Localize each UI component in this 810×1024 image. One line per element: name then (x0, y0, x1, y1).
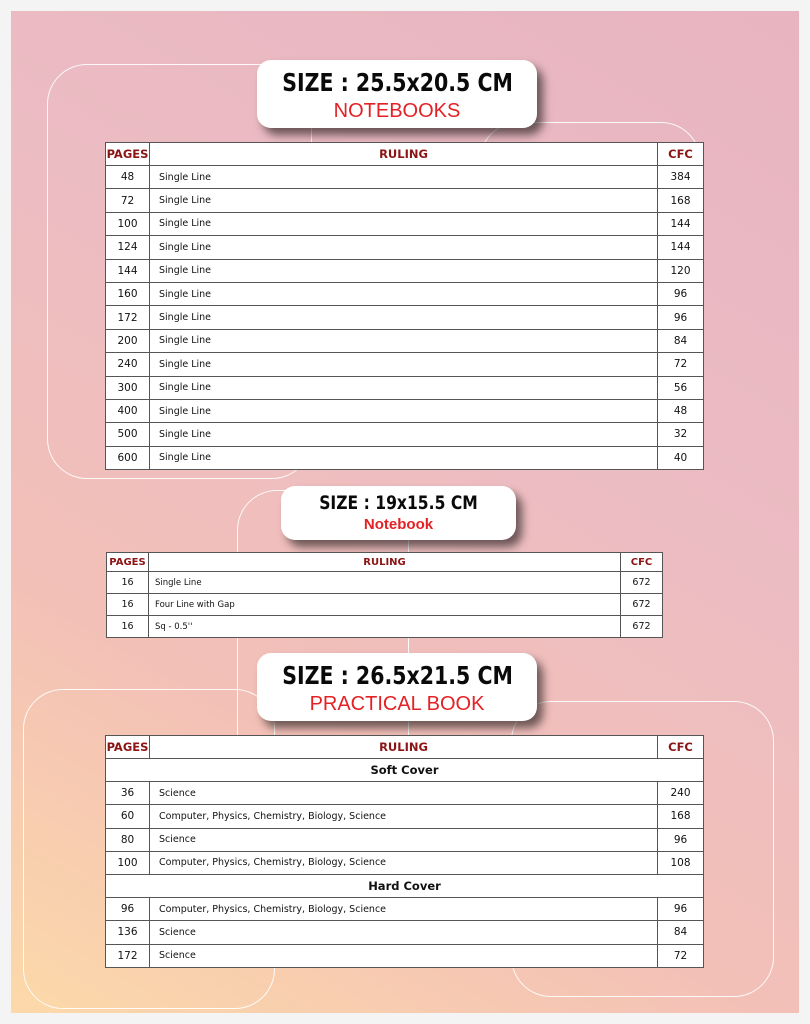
table-row (107, 616, 663, 638)
table-header-row (106, 736, 704, 759)
pages-cell: 96 (106, 898, 150, 921)
pages-cell: 240 (106, 353, 150, 376)
pages-cell: 16 (107, 616, 149, 638)
notebooks-table (105, 142, 704, 470)
cfc-cell: 96 (658, 306, 704, 329)
cfc-cell: 48 (658, 399, 704, 422)
cfc-cell: 384 (658, 166, 704, 189)
section-row-soft-cover (106, 759, 704, 782)
pages-cell: 48 (106, 166, 150, 189)
pages-cell: 172 (106, 306, 150, 329)
cfc-cell: 672 (621, 572, 663, 594)
notebooks-header (257, 60, 537, 128)
pages-cell: 16 (107, 594, 149, 616)
table-row (106, 259, 704, 282)
cfc-column-header: CFC (621, 553, 663, 572)
practical-book-size-title: SIZE : 26.5x21.5 CM (282, 661, 513, 690)
table-row (106, 376, 704, 399)
cfc-cell: 96 (658, 828, 704, 851)
table-row (106, 898, 704, 921)
table-row (106, 282, 704, 305)
ruling-column-header: RULING (150, 736, 658, 759)
pages-cell: 144 (106, 259, 150, 282)
table-row (107, 572, 663, 594)
practical-book-subtitle: PRACTICAL BOOK (309, 693, 485, 715)
pages-cell: 400 (106, 399, 150, 422)
cfc-cell: 84 (658, 329, 704, 352)
table-row (106, 399, 704, 422)
table-row (106, 423, 704, 446)
small-notebook-subtitle: Notebook (363, 516, 434, 533)
ruling-cell: Computer, Physics, Chemistry, Biology, Science (150, 805, 658, 828)
table-row (106, 212, 704, 235)
cfc-cell: 168 (658, 805, 704, 828)
ruling-column-header: RULING (150, 143, 658, 166)
pages-cell: 80 (106, 828, 150, 851)
table-row (106, 921, 704, 944)
cfc-column-header: CFC (658, 143, 704, 166)
cfc-cell: 40 (658, 446, 704, 469)
ruling-cell: Computer, Physics, Chemistry, Biology, Science (150, 898, 658, 921)
table-row (106, 851, 704, 874)
cfc-cell: 672 (621, 616, 663, 638)
table-row (106, 306, 704, 329)
table-row (106, 805, 704, 828)
ruling-cell: Science (150, 782, 658, 805)
cfc-cell: 144 (658, 236, 704, 259)
ruling-cell: Single Line (150, 329, 658, 352)
ruling-cell: Single Line (149, 572, 621, 594)
pages-cell: 600 (106, 446, 150, 469)
ruling-cell: Single Line (150, 282, 658, 305)
hard-cover-label: Hard Cover (106, 874, 704, 897)
pages-cell: 100 (106, 212, 150, 235)
section-row-hard-cover (106, 874, 704, 897)
cfc-cell: 672 (621, 594, 663, 616)
ruling-cell: Single Line (150, 189, 658, 212)
pages-cell: 124 (106, 236, 150, 259)
cfc-cell: 72 (658, 353, 704, 376)
table-row (106, 236, 704, 259)
cfc-cell: 144 (658, 212, 704, 235)
table-row (106, 189, 704, 212)
cfc-cell: 96 (658, 282, 704, 305)
table-row (106, 329, 704, 352)
notebooks-size-title: SIZE : 25.5x20.5 CM (282, 68, 513, 97)
ruling-cell: Computer, Physics, Chemistry, Biology, Science (150, 851, 658, 874)
pages-cell: 60 (106, 805, 150, 828)
ruling-cell: Sq - 0.5'' (149, 616, 621, 638)
table-row (106, 353, 704, 376)
ruling-cell: Single Line (150, 423, 658, 446)
cfc-cell: 32 (658, 423, 704, 446)
practical-book-header (257, 653, 537, 721)
pages-cell: 72 (106, 189, 150, 212)
practical-book-table (105, 735, 704, 968)
ruling-cell: Science (150, 921, 658, 944)
cfc-cell: 84 (658, 921, 704, 944)
ruling-cell: Single Line (150, 212, 658, 235)
small-notebook-header (281, 486, 516, 540)
soft-cover-label: Soft Cover (106, 759, 704, 782)
ruling-cell: Single Line (150, 259, 658, 282)
notebooks-subtitle: NOTEBOOKS (333, 100, 461, 122)
pages-cell: 160 (106, 282, 150, 305)
small-notebook-size-title: SIZE : 19x15.5 CM (319, 492, 478, 514)
ruling-cell: Single Line (150, 446, 658, 469)
ruling-cell: Science (150, 944, 658, 967)
cfc-cell: 96 (658, 898, 704, 921)
pages-column-header: PAGES (106, 736, 150, 759)
cfc-cell: 108 (658, 851, 704, 874)
cfc-cell: 72 (658, 944, 704, 967)
table-row (106, 446, 704, 469)
cfc-cell: 240 (658, 782, 704, 805)
ruling-column-header: RULING (149, 553, 621, 572)
pages-cell: 300 (106, 376, 150, 399)
ruling-cell: Single Line (150, 166, 658, 189)
table-row (107, 594, 663, 616)
pages-cell: 172 (106, 944, 150, 967)
pages-column-header: PAGES (106, 143, 150, 166)
table-row (106, 828, 704, 851)
table-row (106, 944, 704, 967)
pages-column-header: PAGES (107, 553, 149, 572)
ruling-cell: Science (150, 828, 658, 851)
cfc-column-header: CFC (658, 736, 704, 759)
ruling-cell: Single Line (150, 399, 658, 422)
pages-cell: 36 (106, 782, 150, 805)
pages-cell: 16 (107, 572, 149, 594)
small-notebook-table (106, 552, 663, 638)
table-header-row (107, 553, 663, 572)
cfc-cell: 56 (658, 376, 704, 399)
table-row (106, 782, 704, 805)
pages-cell: 500 (106, 423, 150, 446)
ruling-cell: Single Line (150, 306, 658, 329)
ruling-cell: Single Line (150, 353, 658, 376)
pages-cell: 136 (106, 921, 150, 944)
ruling-cell: Four Line with Gap (149, 594, 621, 616)
cfc-cell: 168 (658, 189, 704, 212)
price-list-page (11, 11, 799, 1013)
cfc-cell: 120 (658, 259, 704, 282)
table-row (106, 166, 704, 189)
ruling-cell: Single Line (150, 376, 658, 399)
table-header-row (106, 143, 704, 166)
pages-cell: 100 (106, 851, 150, 874)
pages-cell: 200 (106, 329, 150, 352)
ruling-cell: Single Line (150, 236, 658, 259)
